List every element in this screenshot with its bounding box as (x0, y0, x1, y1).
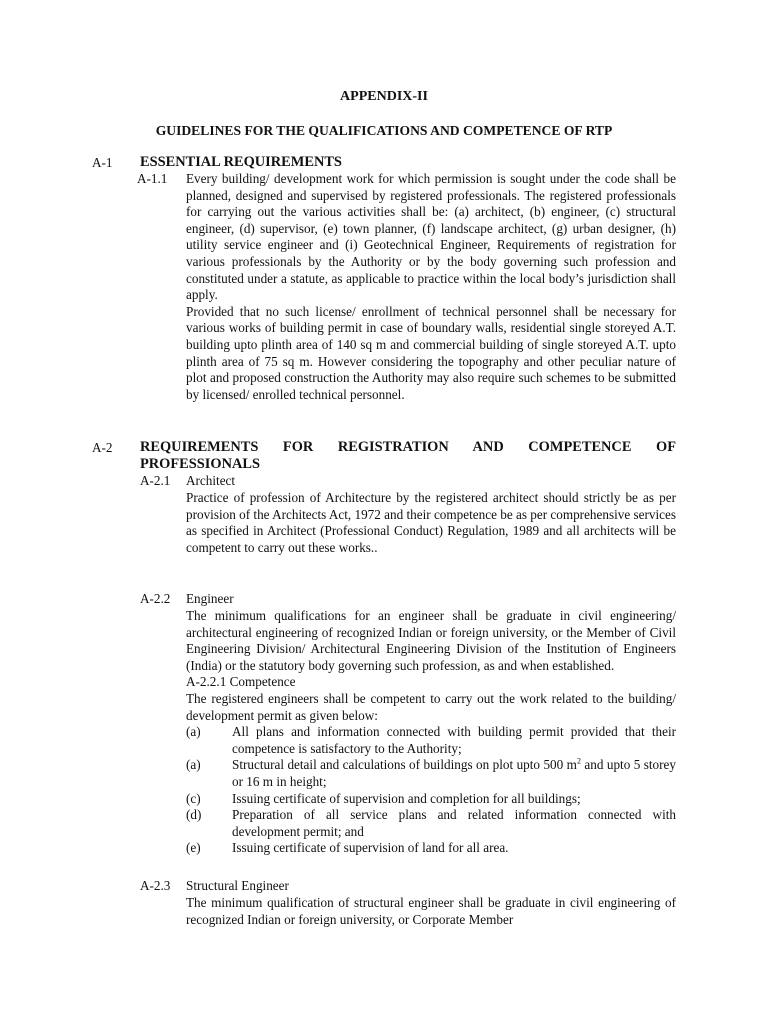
clause-a221-text: The registered engineers shall be competent to carry out the work related to the building/ development permit as given below: (186, 690, 676, 723)
list-item-text: All plans and information connected with building permit provided that their competence is satisfactory to the Authority; (232, 724, 676, 756)
list-item (186, 757, 676, 790)
clause-a11-text: Every building/ development work for which permission is sought under the code shall be planned, designed and supervised by registered professionals. The registered professionals for carrying out the various activities shall be: (a) architect, (b) engineer, (c) structural engineer, (d) supervisor, (e) town planner, (f) landscape architect, (g) urban designer, (h) utility service engineer and (i) Geotechnical Engineer, Requirements of registration for various professionals by the Authority or by the body governing such profession and constituted under a statute, as applicable to practice within the local body’s jurisdiction shall apply. (186, 171, 676, 303)
list-item (186, 791, 676, 808)
clause-a22-number: A-2.2 (140, 591, 171, 606)
list-item-label: (a) (186, 757, 201, 773)
clause-a11-body (186, 171, 676, 403)
clause-a11-number: A-1.1 (137, 171, 168, 186)
clause-a23-title: Structural Engineer (186, 878, 289, 893)
clause-a22-body (186, 608, 676, 857)
clause-a21-number: A-2.1 (140, 473, 171, 488)
clause-a221-title: A-2.2.1 Competence (186, 674, 296, 690)
list-item-label: (a) (186, 724, 201, 740)
list-item-label: (d) (186, 807, 202, 823)
list-item-text (232, 757, 676, 790)
list-item-text-part: and upto 5 storey or 16 m in height; (232, 757, 676, 789)
section-a2-heading-line1: REQUIREMENTS FOR REGISTRATION AND COMPETENCE OF (140, 439, 676, 455)
list-item (186, 807, 676, 840)
clause-a11-proviso: Provided that no such license/ enrollment of technical personnel shall be necessary for various works of building permit in case of boundary walls, residential single storeyed A.T. building upto plinth area of 140 sq m and commercial building of single storeyed A.T. upto plinth area of 75 sq m. However considering the topography and other peculiar nature of plot and proposed construction the Authority may also require such schemes to be submitted by licensed/ enrolled technical personnel. (186, 303, 676, 402)
list-item (186, 840, 676, 857)
list-item (186, 724, 676, 757)
superscript: 2 (576, 756, 581, 766)
list-item-text: Issuing certificate of supervision of land for all area. (232, 840, 509, 856)
section-a2-number: A-2 (92, 440, 113, 455)
list-item-label: (c) (186, 790, 201, 806)
section-a2-heading-line2: PROFESSIONALS (140, 456, 260, 472)
clause-a21-title: Architect (186, 473, 236, 488)
clause-a22-text: The minimum qualifications for an engineer shall be graduate in civil engineering/ architectural engineering of recognized Indian or foreign university, or the Member of Civil Engineering Division/ Architectural Engineering Division of the Institution of Engineers (India) or the statutory body governing such profession, as and when established. (186, 608, 676, 673)
list-item-text-part: Structural detail and calculations of buildings on plot upto 500 m (232, 757, 577, 773)
clause-a21-text: Practice of profession of Architecture by the registered architect should strictly be as per provision of the Architects Act, 1972 and their competence be as per comprehensive services as specified in Architect (Professional Conduct) Regulation, 1989 and all architects will be competent to carry out these works.. (186, 490, 676, 555)
list-item-text: Issuing certificate of supervision and completion for all buildings; (232, 790, 581, 806)
section-a1-heading: ESSENTIAL REQUIREMENTS (140, 154, 342, 170)
section-a1-number: A-1 (92, 155, 113, 170)
clause-a23-number: A-2.3 (140, 878, 171, 893)
main-title: GUIDELINES FOR THE QUALIFICATIONS AND COMPETENCE OF RTP (155, 123, 613, 138)
clause-a22-title: Engineer (186, 591, 234, 606)
list-item-label: (e) (186, 840, 201, 856)
appendix-title: APPENDIX-II (340, 89, 428, 104)
clause-a23-text: The minimum qualification of structural engineer shall be graduate in civil engineering of recognized Indian or foreign university, or Corporate Member (186, 895, 676, 927)
list-item-text: Preparation of all service plans and related information connected with development permit; and (232, 807, 676, 839)
